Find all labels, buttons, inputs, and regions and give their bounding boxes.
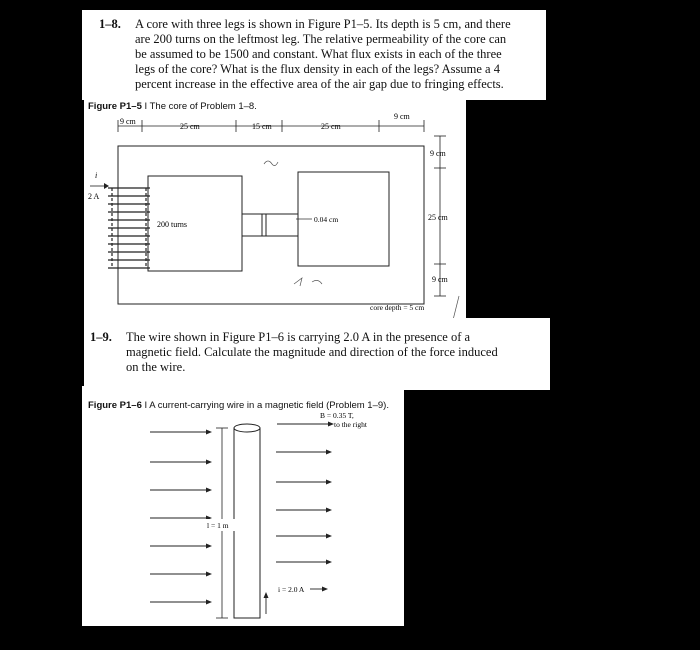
text-line: percent increase in the effective area of the air gap due to fringing effects. bbox=[135, 77, 504, 91]
wire-diagram bbox=[82, 386, 404, 626]
text-line: on the wire. bbox=[126, 360, 186, 374]
text-line: The wire shown in Figure P1–6 is carrying 2.0 A in the presence of a bbox=[126, 330, 471, 344]
figure-label: Figure P1–5 bbox=[88, 101, 142, 112]
figure-p1-5-panel bbox=[84, 96, 466, 324]
turns-label: 200 turns bbox=[157, 220, 187, 229]
dim-right-9cm-bottom: 9 cm bbox=[432, 275, 448, 284]
field-direction-label: to the right bbox=[334, 420, 367, 429]
dim-top-25cm-left: 25 cm bbox=[180, 122, 200, 131]
problem-1-8-panel bbox=[82, 10, 546, 100]
field-arrows-left bbox=[150, 432, 206, 602]
text-line: be assumed to be 1500 and constant. What flux exists in each of the three bbox=[135, 47, 502, 61]
text-line: A core with three legs is shown in Figure P1–5. Its depth is 5 cm, and there bbox=[135, 17, 511, 31]
text-line: are 200 turns on the leftmost leg. The relative permeability of the core can bbox=[135, 32, 507, 46]
dim-right-25cm: 25 cm bbox=[428, 213, 448, 222]
dim-top-25cm-right: 25 cm bbox=[321, 122, 341, 131]
current-symbol: i bbox=[95, 171, 98, 180]
dim-right-9cm-top: 9 cm bbox=[430, 149, 446, 158]
center-leg bbox=[242, 214, 298, 236]
figure-label: Figure P1–6 bbox=[88, 400, 142, 411]
figure-p1-6-panel bbox=[82, 386, 404, 626]
core-depth-label: core depth = 5 cm bbox=[370, 303, 425, 312]
problem-text bbox=[135, 17, 511, 92]
figure-caption-text: I A current-carrying wire in a magnetic field (Problem 1–9). bbox=[144, 400, 389, 411]
dim-top-9cm-right: 9 cm bbox=[394, 112, 410, 121]
text-line: legs of the core? What is the flux density in each of the legs? Assume a 4 bbox=[135, 62, 500, 76]
problem-number: 1–9. bbox=[90, 330, 112, 344]
dim-top-9cm-left: 9 cm bbox=[120, 117, 136, 126]
text-line: magnetic field. Calculate the magnitude and direction of the force induced bbox=[126, 345, 498, 359]
current-label: 2 A bbox=[88, 192, 100, 201]
current-label: i = 2.0 A bbox=[278, 585, 305, 594]
dim-top-15cm: 15 cm bbox=[252, 122, 272, 131]
air-gap-label: 0.04 cm bbox=[314, 215, 339, 224]
field-arrows-right bbox=[276, 452, 326, 562]
problem-number: 1–8. bbox=[99, 17, 121, 31]
length-label: l = 1 m bbox=[207, 521, 229, 530]
figure-caption-text: I The core of Problem 1–8. bbox=[144, 101, 257, 112]
core-diagram bbox=[84, 96, 466, 324]
problem-1-9-panel bbox=[84, 318, 550, 390]
problem-text bbox=[126, 330, 498, 375]
field-value-label: B = 0.35 T, bbox=[320, 411, 354, 420]
winding-coil bbox=[108, 188, 150, 268]
